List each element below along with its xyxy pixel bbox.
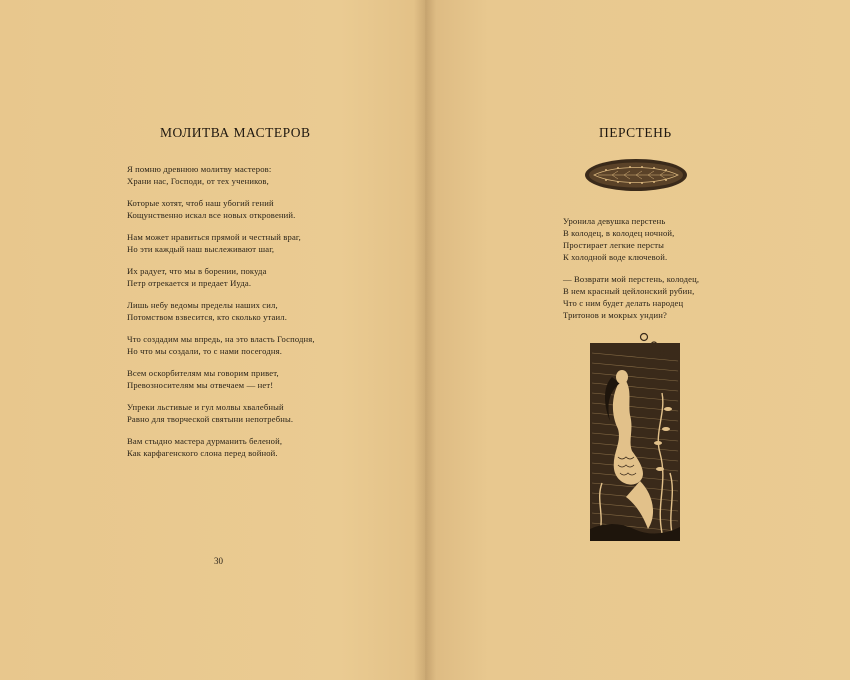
stanza xyxy=(563,215,699,263)
book-gutter xyxy=(414,0,436,680)
right-page-title: ПЕРСТЕНЬ xyxy=(599,125,672,140)
poem-line: Упреки льстивые и гул молвы хвалебный xyxy=(127,402,284,412)
poem-line: Кощунственно искал все новых откровений. xyxy=(127,210,296,220)
poem-line: Я помню древнюю молитву мастеров: xyxy=(127,164,272,174)
stanza xyxy=(127,333,315,357)
stanza xyxy=(127,401,315,425)
poem-line: Что с ним будет делать народец xyxy=(563,298,684,308)
poem-line: Которые хотят, чтоб наш убогий гений xyxy=(127,198,274,208)
poem-line: К холодной воде ключевой. xyxy=(563,252,668,262)
stanza xyxy=(563,273,699,321)
poem-line: Равно для творческой святыни непотребны. xyxy=(127,414,294,424)
page-number: 30 xyxy=(214,556,223,566)
stanza xyxy=(127,367,315,391)
stanza xyxy=(127,197,315,221)
poem-line: Потомством взвесится, кто сколько утаил. xyxy=(127,312,288,322)
poem-line: Простирает легкие персты xyxy=(563,240,665,250)
stanza xyxy=(127,299,315,323)
poem-line: Уронила девушка перстень xyxy=(563,216,666,226)
poem-line: Храни нас, Господи, от тех учеников, xyxy=(127,176,269,186)
poem-line: Что создадим мы впредь, на это власть Господня, xyxy=(127,334,315,344)
poem-line: В колодец, в колодец ночной, xyxy=(563,228,675,238)
poem-line: Вам стыдно мастера дурманить беленой, xyxy=(127,436,283,446)
poem-line: Как карфагенского слона перед войной. xyxy=(127,448,278,458)
left-poem xyxy=(127,163,315,469)
stanza xyxy=(127,231,315,255)
stanza xyxy=(127,265,315,289)
poem-line: Превозносителям мы отвечаем — нет! xyxy=(127,380,274,390)
stanza xyxy=(127,435,315,459)
poem-line: Лишь небу ведомы пределы наших сил, xyxy=(127,300,278,310)
right-poem xyxy=(563,215,699,331)
poem-line: Тритонов и мокрых ундин? xyxy=(563,310,667,320)
left-page-title: МОЛИТВА МАСТЕРОВ xyxy=(160,125,311,140)
poem-line: Всем оскорбителям мы говорим привет, xyxy=(127,368,279,378)
mermaid-woodcut-engraving xyxy=(582,333,686,545)
poem-line: Но эти каждый наш выслеживают шаг, xyxy=(127,244,275,254)
stanza xyxy=(127,163,315,187)
poem-line: Но что мы создали, то с нами посегодня. xyxy=(127,346,282,356)
poem-line: — Возврати мой перстень, колодец, xyxy=(563,274,700,284)
poem-line: В нем красный цейлонский рубин, xyxy=(563,286,695,296)
poem-line: Петр отрекается и предает Иуда. xyxy=(127,278,252,288)
poem-line: Их радует, что мы в борении, покуда xyxy=(127,266,267,276)
poem-line: Нам может нравиться прямой и честный враг, xyxy=(127,232,301,242)
ornamental-oval-vignette xyxy=(584,157,688,193)
